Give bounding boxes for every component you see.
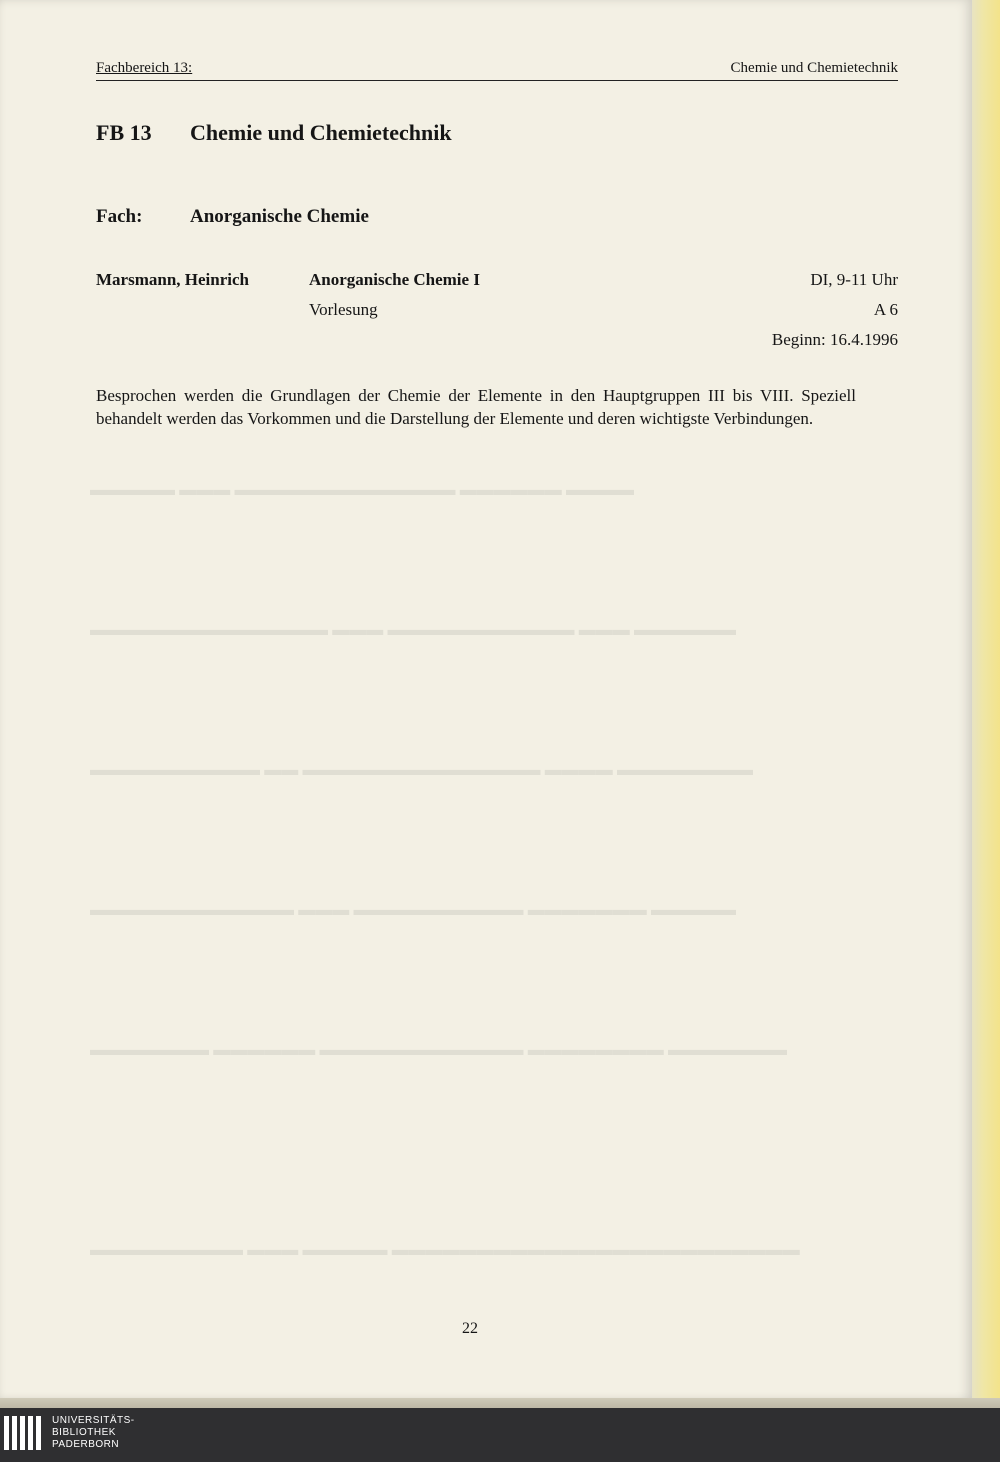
page-edge-bottom — [0, 1398, 1000, 1408]
course-start: Beginn: 16.4.1996 — [771, 330, 898, 349]
course-lecturer: Marsmann, Heinrich — [96, 270, 249, 289]
faculty-number: FB 13 — [96, 120, 152, 145]
library-footer — [0, 1408, 1000, 1462]
bleed-through-text: ▬▬▬▬ ▬▬▬▬▬▬ ▬▬▬▬▬▬▬▬▬▬▬▬▬ ▬▬▬ ▬▬▬▬▬ — [90, 480, 634, 499]
subject-heading — [96, 206, 369, 228]
course-type: Vorlesung — [309, 300, 378, 319]
bleed-through-text: ▬▬▬▬▬▬▬▬ ▬▬▬▬ ▬▬▬▬▬▬▬▬▬▬▬▬▬▬ ▬▬ ▬▬▬▬▬▬▬▬▬▬ — [90, 760, 753, 779]
running-head-left: Fachbereich 13: — [96, 60, 193, 76]
page-edge-right — [972, 0, 1000, 1402]
bleed-through-text: ▬▬▬▬▬ ▬▬▬▬▬▬▬ ▬▬▬▬▬▬▬▬▬▬ ▬▬▬ ▬▬▬▬▬▬▬▬▬▬▬▬ — [90, 900, 736, 919]
running-head — [96, 60, 898, 81]
course-time: DI, 9-11 Uhr — [810, 270, 898, 289]
logo-line: UNIVERSITÄTS- — [52, 1415, 135, 1426]
bleed-through-text: ▬▬▬▬▬▬▬ ▬▬▬▬▬▬ ▬▬▬▬▬▬▬▬▬▬▬▬ ▬▬▬▬▬▬▬▬ ▬▬▬▬▬▬▬ — [90, 1040, 787, 1059]
page-number: 22 — [462, 1320, 478, 1337]
library-logo-text — [52, 1415, 135, 1451]
faculty-heading — [96, 120, 452, 146]
subject-label: Fach: — [96, 206, 143, 227]
bleed-through-text: ▬▬▬▬▬▬▬▬▬ ▬▬▬ ▬▬▬▬▬ ▬▬▬▬▬▬▬▬▬▬▬▬▬▬▬▬▬▬▬▬▬▬▬▬ — [90, 1240, 800, 1259]
library-logo-icon — [4, 1416, 44, 1456]
course-description: Besprochen werden die Grundlagen der Chemie der Elemente in den Hauptgruppen III bis VIII. Speziell behandelt werden das Vorkommen und die Darstellung der Elemente und deren wichtigste Verbindungen. — [96, 386, 856, 428]
faculty-name: Chemie und Chemietechnik — [190, 120, 452, 145]
logo-line: BIBLIOTHEK — [52, 1427, 116, 1438]
course-title: Anorganische Chemie I — [309, 270, 480, 289]
course-room: A 6 — [873, 300, 898, 319]
subject-name: Anorganische Chemie — [190, 206, 369, 227]
bleed-through-text: ▬▬▬▬▬▬ ▬▬▬ ▬▬▬▬▬▬▬▬▬▬▬ ▬▬▬ ▬▬▬▬▬▬▬▬▬▬▬▬▬▬ — [90, 620, 736, 639]
logo-line: PADERBORN — [52, 1439, 120, 1450]
running-head-right: Chemie und Chemietechnik — [730, 60, 898, 76]
